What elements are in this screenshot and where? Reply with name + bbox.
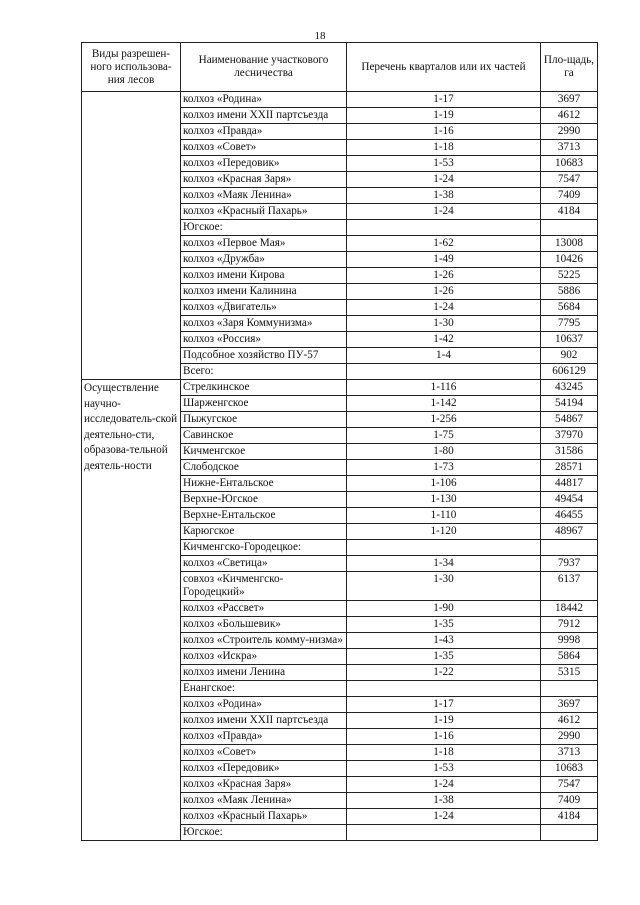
usage-type-cell: Осуществление научно-исследователь-ской деятельно-сти, образова-тельной деятель-ности <box>82 380 181 841</box>
quarters-cell: 1-34 <box>347 556 541 572</box>
quarters-cell: 1-4 <box>347 348 541 364</box>
area-cell: 9998 <box>541 633 598 649</box>
area-cell <box>541 681 598 697</box>
area-cell: 5315 <box>541 665 598 681</box>
quarters-cell: 1-35 <box>347 649 541 665</box>
forestry-name-cell: Подсобное хозяйство ПУ-57 <box>181 348 347 364</box>
usage-type-cell <box>82 92 181 380</box>
table-row <box>82 380 598 396</box>
quarters-cell: 1-26 <box>347 284 541 300</box>
forestry-name-cell: колхоз «Двигатель» <box>181 300 347 316</box>
area-cell: 606129 <box>541 364 598 380</box>
quarters-cell: 1-18 <box>347 140 541 156</box>
forestry-name-cell: колхоз «Красная Заря» <box>181 777 347 793</box>
forestry-name-cell: колхоз «Передовик» <box>181 156 347 172</box>
table-row <box>82 92 598 108</box>
area-cell <box>541 540 598 556</box>
forestry-name-cell: Пыжугское <box>181 412 347 428</box>
area-cell: 18442 <box>541 601 598 617</box>
quarters-cell: 1-18 <box>347 745 541 761</box>
forestry-name-cell: колхоз «Дружба» <box>181 252 347 268</box>
area-cell: 43245 <box>541 380 598 396</box>
forestry-name-cell: колхоз «Первое Мая» <box>181 236 347 252</box>
quarters-cell: 1-24 <box>347 204 541 220</box>
forestry-name-cell: колхоз «Родина» <box>181 697 347 713</box>
area-cell: 4612 <box>541 713 598 729</box>
quarters-cell: 1-35 <box>347 617 541 633</box>
quarters-cell: 1-24 <box>347 172 541 188</box>
forestry-name-cell: колхоз имени Ленина <box>181 665 347 681</box>
forestry-name-cell: Карюгское <box>181 524 347 540</box>
area-cell: 10426 <box>541 252 598 268</box>
area-cell: 4184 <box>541 204 598 220</box>
forestry-name-cell: колхоз имени XXII партсъезда <box>181 108 347 124</box>
forestry-name-cell: Нижне-Ентальское <box>181 476 347 492</box>
quarters-cell: 1-53 <box>347 156 541 172</box>
quarters-cell: 1-19 <box>347 108 541 124</box>
forestry-name-cell: колхоз «Красный Пахарь» <box>181 204 347 220</box>
area-cell: 7547 <box>541 777 598 793</box>
forestry-name-cell: колхоз «Правда» <box>181 124 347 140</box>
section-a-body <box>82 92 598 380</box>
area-cell: 2990 <box>541 124 598 140</box>
quarters-cell: 1-24 <box>347 300 541 316</box>
forestry-name-cell: колхоз «Передовик» <box>181 761 347 777</box>
quarters-cell: 1-75 <box>347 428 541 444</box>
forestry-name-cell: колхоз «Родина» <box>181 92 347 108</box>
forestry-name-cell: колхоз «Совет» <box>181 140 347 156</box>
area-cell: 13008 <box>541 236 598 252</box>
forestry-name-cell: колхоз «Красный Пахарь» <box>181 809 347 825</box>
quarters-cell <box>347 681 541 697</box>
forestry-name-cell: колхоз «Светица» <box>181 556 347 572</box>
area-cell: 7547 <box>541 172 598 188</box>
forestry-name-cell: Кичменгско-Городецкое: <box>181 540 347 556</box>
area-cell: 902 <box>541 348 598 364</box>
header-area: Пло-щадь, га <box>541 43 598 92</box>
area-cell: 3697 <box>541 92 598 108</box>
quarters-cell <box>347 540 541 556</box>
area-cell: 7409 <box>541 188 598 204</box>
forestry-table <box>81 42 598 841</box>
quarters-cell: 1-26 <box>347 268 541 284</box>
forestry-name-cell: Верхне-Ентальское <box>181 508 347 524</box>
area-cell: 6137 <box>541 572 598 601</box>
header-usage: Виды разрешен-ного использова-ния лесов <box>82 43 181 92</box>
area-cell <box>541 220 598 236</box>
section-b-body <box>82 380 598 841</box>
area-cell: 4612 <box>541 108 598 124</box>
forestry-name-cell: колхоз «Россия» <box>181 332 347 348</box>
quarters-cell <box>347 364 541 380</box>
forestry-name-cell: колхоз «Правда» <box>181 729 347 745</box>
quarters-cell: 1-120 <box>347 524 541 540</box>
quarters-cell: 1-49 <box>347 252 541 268</box>
forestry-name-cell: колхоз «Красная Заря» <box>181 172 347 188</box>
forestry-name-cell: Кичменгское <box>181 444 347 460</box>
area-cell: 4184 <box>541 809 598 825</box>
forestry-name-cell: Слободское <box>181 460 347 476</box>
area-cell: 5886 <box>541 284 598 300</box>
quarters-cell: 1-62 <box>347 236 541 252</box>
area-cell: 7937 <box>541 556 598 572</box>
forestry-name-cell: колхоз «Строитель комму-низма» <box>181 633 347 649</box>
quarters-cell: 1-16 <box>347 729 541 745</box>
quarters-cell: 1-130 <box>347 492 541 508</box>
forestry-name-cell: колхоз «Искра» <box>181 649 347 665</box>
forestry-name-cell: Всего: <box>181 364 347 380</box>
header-forestry: Наименование участкового лесничества <box>181 43 347 92</box>
area-cell: 10683 <box>541 156 598 172</box>
quarters-cell: 1-73 <box>347 460 541 476</box>
forestry-name-cell: совхоз «Кичменгско-Городецкий» <box>181 572 347 601</box>
area-cell <box>541 825 598 841</box>
quarters-cell: 1-80 <box>347 444 541 460</box>
area-cell: 10637 <box>541 332 598 348</box>
quarters-cell: 1-90 <box>347 601 541 617</box>
forestry-name-cell: Верхне-Югское <box>181 492 347 508</box>
forestry-name-cell: колхоз «Совет» <box>181 745 347 761</box>
forestry-name-cell: колхоз имени XXII партсъезда <box>181 713 347 729</box>
quarters-cell: 1-17 <box>347 92 541 108</box>
forestry-name-cell: Югское: <box>181 825 347 841</box>
area-cell: 54194 <box>541 396 598 412</box>
table-header-row <box>82 43 598 92</box>
area-cell: 28571 <box>541 460 598 476</box>
quarters-cell: 1-110 <box>347 508 541 524</box>
quarters-cell: 1-256 <box>347 412 541 428</box>
area-cell: 37970 <box>541 428 598 444</box>
quarters-cell <box>347 825 541 841</box>
forestry-name-cell: колхоз «Заря Коммунизма» <box>181 316 347 332</box>
forestry-name-cell: колхоз «Маяк Ленина» <box>181 188 347 204</box>
forestry-name-cell: Югское: <box>181 220 347 236</box>
area-cell: 10683 <box>541 761 598 777</box>
forestry-name-cell: Шарженгское <box>181 396 347 412</box>
page-number: 18 <box>314 30 326 42</box>
area-cell: 7795 <box>541 316 598 332</box>
area-cell: 7409 <box>541 793 598 809</box>
forestry-name-cell: колхоз «Большевик» <box>181 617 347 633</box>
area-cell: 49454 <box>541 492 598 508</box>
area-cell: 44817 <box>541 476 598 492</box>
area-cell: 48967 <box>541 524 598 540</box>
forestry-name-cell: колхоз имени Кирова <box>181 268 347 284</box>
quarters-cell: 1-19 <box>347 713 541 729</box>
quarters-cell: 1-142 <box>347 396 541 412</box>
quarters-cell: 1-30 <box>347 316 541 332</box>
forestry-name-cell: Стрелкинское <box>181 380 347 396</box>
quarters-cell: 1-16 <box>347 124 541 140</box>
forestry-name-cell: Савинское <box>181 428 347 444</box>
area-cell: 5864 <box>541 649 598 665</box>
quarters-cell: 1-53 <box>347 761 541 777</box>
quarters-cell: 1-43 <box>347 633 541 649</box>
quarters-cell: 1-22 <box>347 665 541 681</box>
quarters-cell: 1-38 <box>347 793 541 809</box>
quarters-cell: 1-24 <box>347 809 541 825</box>
forestry-name-cell: колхоз «Рассвет» <box>181 601 347 617</box>
forestry-name-cell: Енангское: <box>181 681 347 697</box>
area-cell: 3713 <box>541 745 598 761</box>
area-cell: 2990 <box>541 729 598 745</box>
quarters-cell: 1-24 <box>347 777 541 793</box>
header-quarters: Перечень кварталов или их частей <box>347 43 541 92</box>
quarters-cell: 1-17 <box>347 697 541 713</box>
area-cell: 3697 <box>541 697 598 713</box>
area-cell: 5684 <box>541 300 598 316</box>
area-cell: 31586 <box>541 444 598 460</box>
area-cell: 7912 <box>541 617 598 633</box>
area-cell: 3713 <box>541 140 598 156</box>
area-cell: 46455 <box>541 508 598 524</box>
quarters-cell: 1-42 <box>347 332 541 348</box>
quarters-cell: 1-30 <box>347 572 541 601</box>
forestry-name-cell: колхоз имени Калинина <box>181 284 347 300</box>
forestry-name-cell: колхоз «Маяк Ленина» <box>181 793 347 809</box>
quarters-cell: 1-116 <box>347 380 541 396</box>
quarters-cell <box>347 220 541 236</box>
area-cell: 54867 <box>541 412 598 428</box>
area-cell: 5225 <box>541 268 598 284</box>
quarters-cell: 1-38 <box>347 188 541 204</box>
quarters-cell: 1-106 <box>347 476 541 492</box>
